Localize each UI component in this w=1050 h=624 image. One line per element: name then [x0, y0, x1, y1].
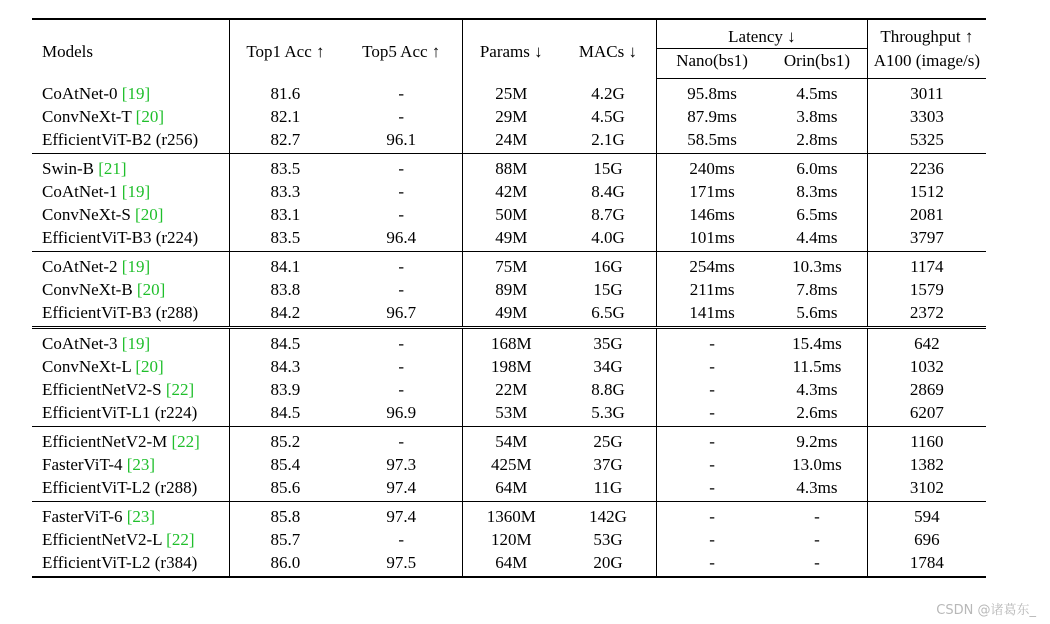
top1-cell: 83.5 — [270, 159, 301, 178]
macs-cell: 6.5G — [560, 301, 657, 328]
nano-cell: - — [709, 357, 715, 376]
params-cell: 198M — [490, 357, 532, 376]
params-cell: 25M — [495, 83, 528, 103]
top5-cell: - — [341, 79, 462, 106]
orin-cell: 11.5ms — [767, 355, 867, 378]
macs-cell: 25G — [560, 427, 657, 454]
table-row — [32, 252, 986, 279]
table-row — [32, 328, 986, 356]
top5-cell: 97.5 — [341, 551, 462, 577]
top1-cell: 85.8 — [270, 507, 301, 526]
orin-cell: 6.5ms — [767, 203, 867, 226]
model-cell — [32, 355, 230, 378]
throughput-cell: 5325 — [867, 128, 986, 154]
throughput-cell: 3303 — [909, 107, 944, 126]
params-cell: 42M — [495, 182, 528, 201]
model-name: Swin-B — [42, 159, 99, 178]
orin-cell: - — [767, 502, 867, 529]
params-cell: 54M — [495, 432, 528, 451]
header-throughput-sub: A100 (image/s) — [867, 49, 986, 79]
throughput-cell: 3102 — [867, 476, 986, 502]
top1-cell: 84.3 — [270, 357, 301, 376]
table-row — [32, 427, 986, 454]
nano-cell: - — [709, 432, 715, 451]
nano-cell: - — [709, 455, 715, 474]
model-name: EfficientViT-B3 (r224) — [42, 228, 199, 247]
model-name: ConvNeXt-S — [42, 205, 136, 224]
macs-cell: 8.7G — [560, 203, 657, 226]
nano-cell: 146ms — [689, 205, 735, 224]
table-row — [32, 278, 986, 301]
orin-cell: 15.4ms — [767, 328, 867, 356]
model-name: EfficientViT-B3 (r288) — [42, 303, 199, 322]
nano-cell: - — [709, 334, 715, 353]
orin-cell: 9.2ms — [767, 427, 867, 454]
top5-cell: - — [341, 203, 462, 226]
orin-cell: 4.5ms — [767, 79, 867, 106]
results-table — [32, 18, 986, 578]
throughput-cell: 6207 — [867, 401, 986, 427]
nano-cell: 171ms — [689, 182, 735, 201]
top1-cell: 85.6 — [230, 476, 341, 502]
top1-cell: 83.5 — [230, 226, 341, 252]
table-row — [32, 226, 986, 252]
citation-link[interactable]: [22] — [166, 530, 195, 549]
orin-cell: - — [767, 528, 867, 551]
top5-cell: - — [341, 180, 462, 203]
model-name: CoAtNet-0 — [42, 83, 122, 103]
table-row — [32, 203, 986, 226]
model-cell — [32, 278, 230, 301]
params-cell: 120M — [490, 530, 532, 549]
header-macs: MACs ↓ — [560, 19, 657, 79]
model-cell — [32, 301, 230, 328]
citation-link[interactable]: [22] — [171, 432, 200, 451]
orin-cell: 6.0ms — [767, 154, 867, 181]
orin-cell: 8.3ms — [767, 180, 867, 203]
macs-cell: 35G — [560, 328, 657, 356]
throughput-cell: 1160 — [910, 432, 944, 451]
model-name: EfficientNetV2-M — [42, 432, 172, 451]
orin-cell: 2.8ms — [767, 128, 867, 154]
table-group — [32, 328, 986, 427]
header-throughput: Throughput ↑ — [867, 19, 986, 49]
params-cell: 168M — [490, 334, 532, 353]
top5-cell: - — [341, 328, 462, 356]
model-cell — [32, 203, 230, 226]
top5-cell: - — [341, 105, 462, 128]
nano-cell: 101ms — [657, 226, 768, 252]
watermark: CSDN @诸葛东_ — [936, 603, 1036, 618]
params-cell: 425M — [490, 455, 532, 474]
params-cell: 22M — [495, 380, 528, 399]
throughput-cell: 1174 — [910, 257, 944, 276]
citation-link[interactable]: [23] — [126, 507, 156, 526]
params-cell: 75M — [495, 257, 528, 276]
nano-cell: 240ms — [689, 159, 735, 178]
model-name: ConvNeXt-L — [42, 357, 136, 376]
orin-cell: 4.4ms — [767, 226, 867, 252]
orin-cell: 13.0ms — [767, 453, 867, 476]
macs-cell: 15G — [560, 154, 657, 181]
orin-cell: 5.6ms — [767, 301, 867, 328]
nano-cell: 141ms — [657, 301, 768, 328]
nano-cell: 58.5ms — [657, 128, 768, 154]
model-cell — [32, 79, 230, 106]
top1-cell: 84.5 — [270, 334, 301, 353]
macs-cell: 53G — [560, 528, 657, 551]
model-cell — [32, 401, 230, 427]
table-row — [32, 551, 986, 577]
model-cell — [32, 328, 230, 356]
citation-link[interactable]: [23] — [126, 455, 156, 474]
nano-cell: 211ms — [689, 280, 735, 299]
throughput-cell: 594 — [914, 507, 940, 526]
nano-cell: 87.9ms — [687, 107, 737, 126]
throughput-cell: 1382 — [909, 455, 944, 474]
header-latency: Latency ↓ — [657, 19, 868, 49]
citation-link[interactable]: [20] — [135, 205, 164, 224]
throughput-cell: 1512 — [909, 182, 944, 201]
table-row — [32, 401, 986, 427]
top5-cell: - — [341, 378, 462, 401]
model-cell — [32, 128, 230, 154]
nano-cell: 254ms — [689, 257, 735, 276]
nano-cell: - — [709, 507, 715, 526]
table-group — [32, 502, 986, 578]
top1-cell: 85.4 — [270, 455, 301, 474]
params-cell: 88M — [495, 159, 528, 178]
table-row — [32, 378, 986, 401]
throughput-cell: 1784 — [867, 551, 986, 577]
model-name: ConvNeXt-B — [42, 280, 137, 299]
model-name: FasterViT-4 — [42, 455, 127, 474]
citation-link[interactable]: [19] — [121, 257, 151, 276]
throughput-cell: 696 — [914, 530, 940, 549]
throughput-cell: 3797 — [867, 226, 986, 252]
top1-cell: 81.6 — [270, 83, 301, 103]
macs-cell: 37G — [560, 453, 657, 476]
citation-link[interactable]: [20] — [136, 280, 166, 299]
model-cell — [32, 528, 230, 551]
throughput-cell: 642 — [914, 334, 940, 353]
top1-cell: 84.1 — [270, 257, 301, 276]
top5-cell: 96.4 — [341, 226, 462, 252]
table-row — [32, 79, 986, 106]
top1-cell: 84.2 — [230, 301, 341, 328]
top5-cell: - — [341, 278, 462, 301]
table-group — [32, 427, 986, 502]
nano-cell: - — [709, 380, 715, 399]
orin-cell: 2.6ms — [767, 401, 867, 427]
citation-link[interactable]: [20] — [135, 357, 164, 376]
top5-cell: - — [341, 154, 462, 181]
top5-cell: 97.4 — [341, 502, 462, 529]
throughput-cell: 1579 — [909, 280, 944, 299]
model-cell — [32, 154, 230, 181]
citation-link[interactable]: [19] — [121, 334, 151, 353]
model-name: CoAtNet-1 — [42, 182, 122, 201]
orin-cell: 4.3ms — [767, 378, 867, 401]
model-cell — [32, 226, 230, 252]
macs-cell: 142G — [560, 502, 657, 529]
model-name: EfficientViT-L2 (r384) — [42, 553, 198, 572]
orin-cell: 10.3ms — [767, 252, 867, 279]
model-name: EfficientViT-B2 (r256) — [42, 130, 199, 149]
top1-cell: 82.7 — [230, 128, 341, 154]
table-group — [32, 154, 986, 252]
top1-cell: 86.0 — [230, 551, 341, 577]
table-row — [32, 502, 986, 529]
orin-cell: 4.3ms — [767, 476, 867, 502]
macs-cell: 8.8G — [560, 378, 657, 401]
model-cell — [32, 252, 230, 279]
table-row — [32, 105, 986, 128]
nano-cell: 95.8ms — [687, 84, 737, 103]
model-cell — [32, 105, 230, 128]
params-cell: 64M — [462, 476, 560, 502]
model-name: CoAtNet-3 — [42, 334, 122, 353]
macs-cell: 2.1G — [560, 128, 657, 154]
model-name: CoAtNet-2 — [42, 257, 122, 276]
params-cell: 89M — [495, 280, 528, 299]
citation-link[interactable]: [20] — [135, 107, 164, 126]
params-cell: 50M — [495, 205, 528, 224]
top5-cell: 97.3 — [341, 453, 462, 476]
header-orin: Orin(bs1) — [767, 49, 867, 79]
params-cell: 24M — [462, 128, 560, 154]
macs-cell: 8.4G — [560, 180, 657, 203]
macs-cell: 4.5G — [560, 105, 657, 128]
top1-cell: 84.5 — [230, 401, 341, 427]
nano-cell: - — [657, 401, 768, 427]
orin-cell: 7.8ms — [767, 278, 867, 301]
params-cell: 49M — [462, 301, 560, 328]
macs-cell: 5.3G — [560, 401, 657, 427]
throughput-cell: 2236 — [909, 159, 944, 178]
table-row — [32, 476, 986, 502]
header-top5: Top5 Acc ↑ — [341, 19, 462, 79]
top1-cell: 85.2 — [270, 432, 301, 451]
citation-link[interactable]: [19] — [121, 83, 151, 103]
params-cell: 1360M — [486, 507, 536, 526]
table-row — [32, 453, 986, 476]
model-name: EfficientNetV2-L — [42, 530, 167, 549]
top5-cell: 96.1 — [341, 128, 462, 154]
model-cell — [32, 453, 230, 476]
model-cell — [32, 476, 230, 502]
top5-cell: 96.9 — [341, 401, 462, 427]
nano-cell: - — [709, 530, 715, 549]
citation-link[interactable]: [22] — [165, 380, 195, 399]
top1-cell: 83.9 — [270, 380, 301, 399]
throughput-cell: 2869 — [909, 380, 944, 399]
orin-cell: - — [767, 551, 867, 577]
citation-link[interactable]: [21] — [98, 159, 127, 178]
macs-cell: 4.0G — [560, 226, 657, 252]
top1-cell: 83.3 — [270, 182, 301, 201]
throughput-cell: 2081 — [909, 205, 944, 224]
top5-cell: - — [341, 252, 462, 279]
table-row — [32, 355, 986, 378]
params-cell: 64M — [462, 551, 560, 577]
table-row — [32, 528, 986, 551]
model-cell — [32, 180, 230, 203]
macs-cell: 34G — [560, 355, 657, 378]
header-top1: Top1 Acc ↑ — [230, 19, 341, 79]
params-cell: 29M — [495, 107, 528, 126]
header-nano: Nano(bs1) — [657, 49, 768, 79]
macs-cell: 16G — [560, 252, 657, 279]
table-row — [32, 180, 986, 203]
model-name: FasterViT-6 — [42, 507, 127, 526]
top1-cell: 83.8 — [270, 280, 301, 299]
model-cell — [32, 427, 230, 454]
table-row — [32, 154, 986, 181]
model-name: ConvNeXt-T — [42, 107, 136, 126]
top5-cell: - — [341, 528, 462, 551]
model-cell — [32, 551, 230, 577]
table-row — [32, 301, 986, 328]
model-cell — [32, 502, 230, 529]
model-name: EfficientViT-L1 (r224) — [42, 403, 198, 422]
params-cell: 53M — [462, 401, 560, 427]
header-params: Params ↓ — [462, 19, 560, 79]
nano-cell: - — [657, 551, 768, 577]
model-name: EfficientNetV2-S — [42, 380, 166, 399]
throughput-cell: 1032 — [909, 357, 944, 376]
throughput-cell: 2372 — [867, 301, 986, 328]
header-models: Models — [32, 19, 230, 79]
params-cell: 49M — [462, 226, 560, 252]
nano-cell: - — [657, 476, 768, 502]
macs-cell: 15G — [560, 278, 657, 301]
macs-cell: 4.2G — [560, 79, 657, 106]
macs-cell: 20G — [560, 551, 657, 577]
macs-cell: 11G — [560, 476, 657, 502]
orin-cell: 3.8ms — [767, 105, 867, 128]
throughput-cell: 3011 — [910, 84, 944, 103]
table-group — [32, 252, 986, 328]
top5-cell: - — [341, 355, 462, 378]
top5-cell: - — [341, 427, 462, 454]
table-header — [32, 19, 986, 79]
top5-cell: 97.4 — [341, 476, 462, 502]
model-name: EfficientViT-L2 (r288) — [42, 478, 198, 497]
top5-cell: 96.7 — [341, 301, 462, 328]
top1-cell: 83.1 — [270, 205, 301, 224]
table-group — [32, 79, 986, 154]
table-row — [32, 128, 986, 154]
model-cell — [32, 378, 230, 401]
top1-cell: 82.1 — [270, 107, 301, 126]
citation-link[interactable]: [19] — [121, 182, 151, 201]
top1-cell: 85.7 — [270, 530, 301, 549]
